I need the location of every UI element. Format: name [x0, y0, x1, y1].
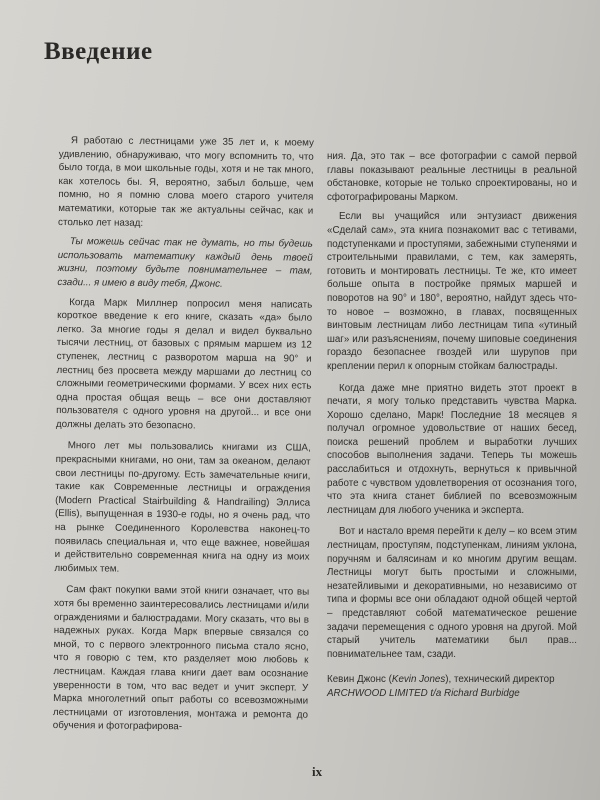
left-column	[53, 134, 314, 742]
signature	[327, 673, 577, 700]
paragraph: Если вы учащийся или энтузиаст движения «Сделай сам», эта книга познакомит вас с тетивами, подступенками и проступями, забежными ступенями и строительными правилами, с тем, как замерять, готовить и монтировать лестницы. Те же, кто имеет больше опыта в постройке прямых маршей и поворотов на 90° и 180°, вероятно, найдут здесь что-то новое – возможно, в главах, посвященных винтовым лестницам либо лестницам типа «утиный шаг» или разъяснениям, почему шиповые соединения гораздо безопаснее гвоздей или шурупов при креплении перил к опорным стойкам балюстрады.	[327, 211, 577, 372]
paragraph: Вот и настало время перейти к делу – ко всем этим лестницам, проступям, подступенкам, линиям уклона, поручням и балясинам и ко многим другим вещам. Лестницы могут быть простыми и сложными, незатейливыми и декоративными, но независимо от типа и формы все они обладают одной общей чертой – представляют собой математическое решение задачи перемещения с одного уровня на другой. Мой старый учитель математики был прав... повнимательнее там, сзади.	[327, 526, 577, 660]
right-column	[327, 150, 577, 707]
signature-company: ARCHWOOD LIMITED t/a Richard Burbidge	[327, 687, 520, 699]
paragraph: Много лет мы пользовались книгами из США, прекрасными книгами, но они, там за океаном, делают свои лестницы по-другому. Есть замечательные книги, такие как Современные лестницы и ограждения (Modern Practical Stairbuilding & Handrailing) Эллиса (Ellis), выпущенная в 1930-е годы, но я очень рад, что на рынке Соединенного Королевства наконец-то появилась специальная и, что еще важнее, новейшая и действительно современная книга на одну из моих любимых тем.	[54, 440, 311, 575]
page-number: ix	[312, 764, 323, 779]
quote-paragraph: Ты можешь сейчас так не думать, но ты будешь использовать математику каждый день твоей жизни, поэтому будьте повнимательнее – там, сзади... я имею в виду тебя, Джонс.	[57, 236, 313, 290]
signature-role: ), технический директор	[445, 674, 555, 686]
paragraph: Когда даже мне приятно видеть этот проект в печати, я могу только представить чувства Марка. Хорошо сделано, Марк! Последние 18 месяцев я получал огромное удовольствие от наших бесед, поиска решений проблем и выработки лучших способов выполнения задачи. Теперь ты можешь расслабиться и отдохнуть, вернуться к привычной работе с чувством удовлетворения от осознания того, что эта книга станет библией по всевозможным лестницам для любого ученика и эксперта.	[327, 382, 577, 516]
paragraph: Когда Марк Миллнер попросил меня написать короткое введение к его книге, сказать «да» было легко. За многие годы я делал и видел буквально тысячи лестниц, от базовых с прямым маршем из 12 ступенек, лестниц с разворотом марша на 90° и лестниц без просвета между маршами до лестниц со сложными геометрическими формами. У всех них есть одна простая общая вещь – все они доставляют пользователя с одного уровня на другой... и все они должны делать это безопасно.	[55, 296, 313, 432]
paragraph: Я работаю с лестницами уже 35 лет и, к моему удивлению, обнаруживаю, что могу вспомнить то, что было тогда, в мои школьные годы, хотя и не так много, как хотелось бы. Я, вероятно, забыл больше, чем помню, но я помню слова моего старого учителя математики, которые так же актуальны сейчас, как и столько лет назад:	[58, 135, 314, 229]
signature-prefix: Кевин Джонс (	[327, 674, 392, 686]
paragraph: ния. Да, это так – все фотографии с самой первой главы показывают реальные лестницы в реальной обстановке, которые не только спроектированы, но и сфотографированы Марком.	[327, 151, 577, 203]
page-title: Введение	[44, 38, 153, 65]
paragraph: Сам факт покупки вами этой книги означает, что вы хотя бы временно заинтересовались лестницами и/или ограждениями и балюстрадами. Могу сказать, что вы в надежных руках. Когда Марк впервые связался со мной, то с первого электронного письма стало ясно, что я говорю с тем, кто разделяет мою любовь к лестницам. Каждая глава книги дает вам осознание уверенности в том, что вас ведет и учит эксперт. У Марка многолетний опыт работы со всевозможными лестницами от изготовления, монтажа и ремонта до обучения и фотографирова-	[52, 584, 310, 733]
signature-name-latin: Kevin Jones	[391, 674, 446, 686]
